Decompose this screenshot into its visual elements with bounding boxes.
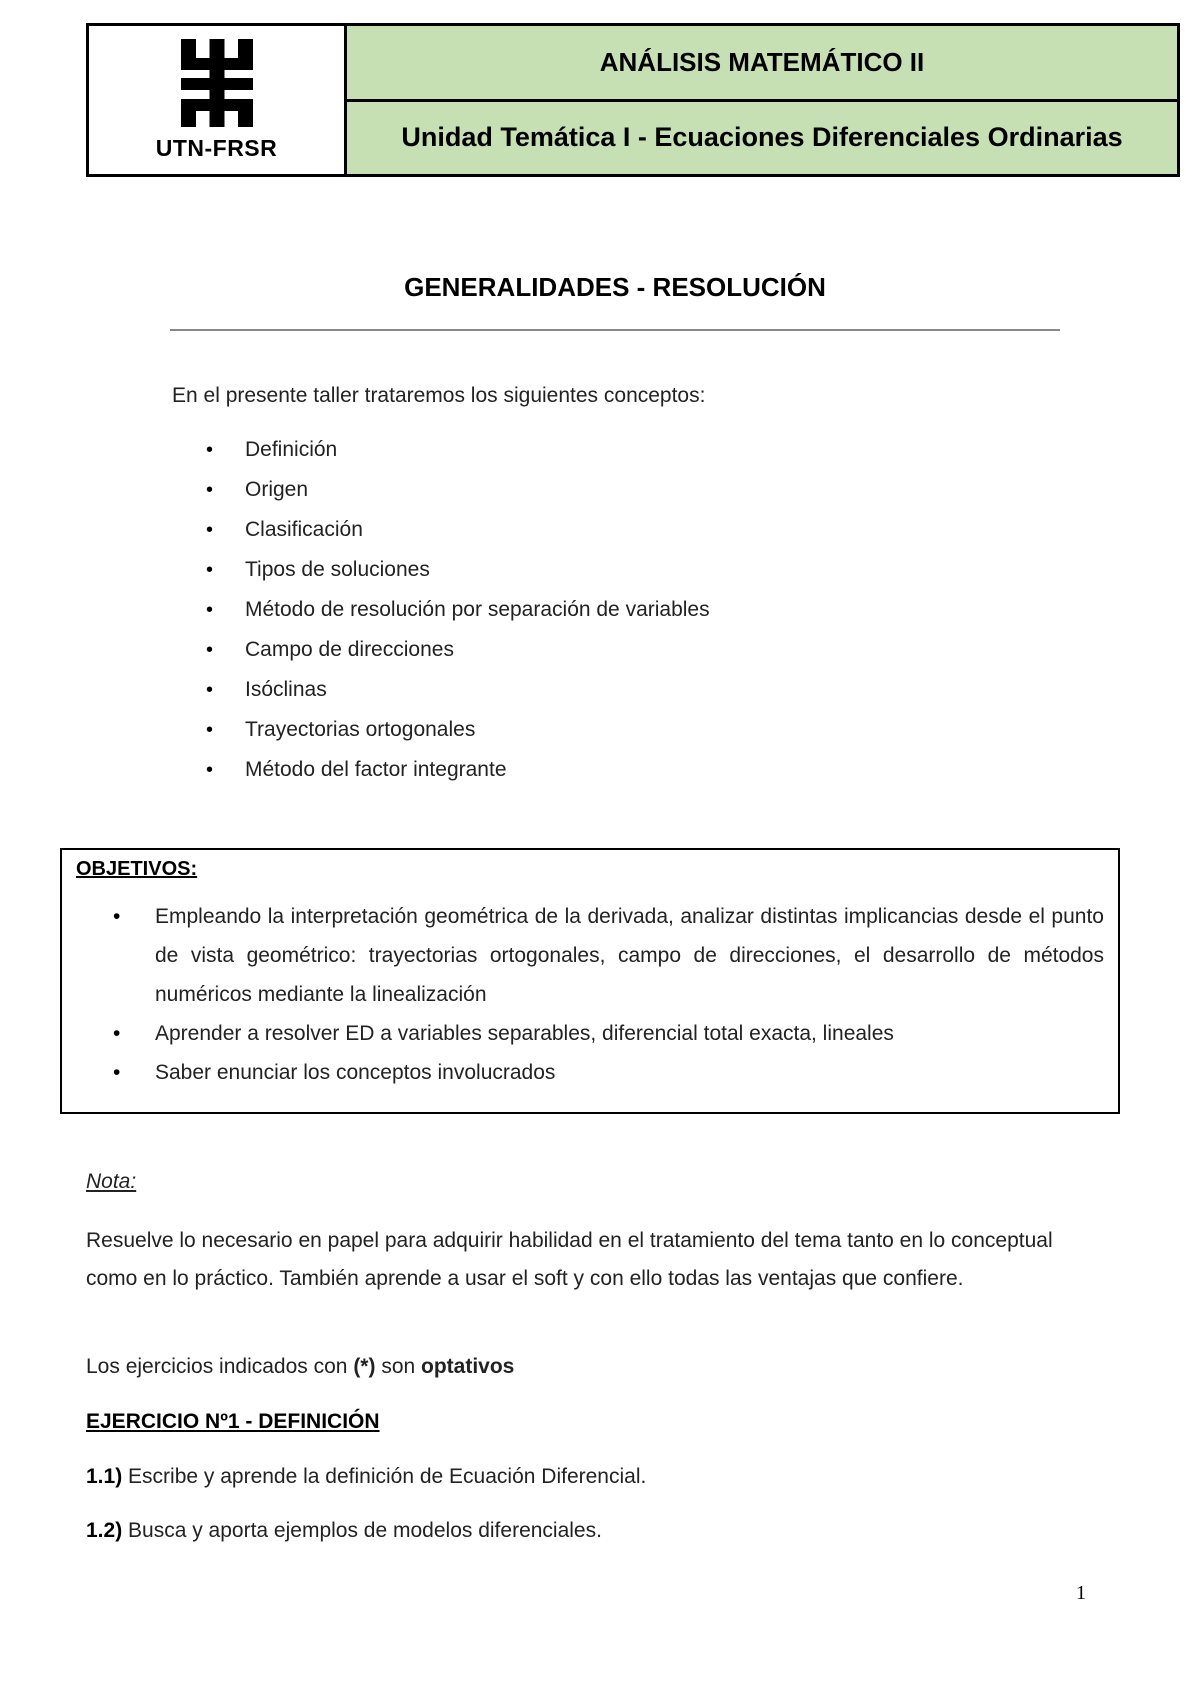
objectives-list: [76, 897, 1104, 1092]
exercise-text: Busca y aporta ejemplos de modelos diferenciales.: [122, 1519, 602, 1542]
unit-title: Unidad Temática I - Ecuaciones Diferenciales Ordinarias: [401, 122, 1123, 153]
exercise-text: Escribe y aprende la definición de Ecuación Diferencial.: [122, 1465, 647, 1488]
list-item: • Empleando la interpretación geométrica de la derivada, analizar distintas implicancias desde el punto de vista geométrico: trayectorias ortogonales, campo de direcciones, el desarrollo de métodos numéricos mediante la linealización: [76, 897, 1104, 1014]
list-item: • Saber enunciar los conceptos involucrados: [76, 1053, 1104, 1092]
exercise-number: 1.1): [86, 1465, 123, 1488]
title-divider: [170, 329, 1060, 331]
document-header: [86, 23, 1180, 177]
exercise-number: 1.2): [86, 1519, 123, 1542]
objectives-box: [60, 848, 1120, 1114]
logo-text: UTN-FRSR: [155, 134, 278, 161]
logo-cell: [89, 26, 347, 174]
list-item: • Método de resolución por separación de variables: [172, 596, 710, 636]
optional-mark: (*): [353, 1355, 376, 1378]
course-title: ANÁLISIS MATEMÁTICO II: [347, 26, 1177, 102]
header-title-cell: [347, 26, 1177, 174]
list-item: • Clasificación: [172, 516, 710, 556]
list-item: • Campo de direcciones: [172, 636, 710, 676]
exercise-item: [86, 1465, 1096, 1489]
list-item: • Trayectorias ortogonales: [172, 716, 710, 756]
exercise-title: EJERCICIO Nº1 - DEFINICIÓN: [86, 1410, 380, 1433]
list-item: • Tipos de soluciones: [172, 556, 710, 596]
exercise-item: [86, 1519, 1096, 1543]
list-item: • Definición: [172, 436, 710, 476]
list-item: • Isóclinas: [172, 676, 710, 716]
document-title: GENERALIDADES - RESOLUCIÓN: [404, 272, 826, 302]
utn-logo-icon: [181, 39, 253, 127]
list-item: • Aprender a resolver ED a variables separables, diferencial total exacta, lineales: [76, 1014, 1104, 1053]
optional-word: optativos: [421, 1355, 515, 1378]
optional-prefix: Los ejercicios indicados con: [86, 1355, 354, 1378]
note-label: Nota:: [86, 1170, 137, 1193]
optional-exercises-note: [86, 1355, 1096, 1379]
intro-text: En el presente taller trataremos los siguientes conceptos:: [172, 384, 706, 407]
page-number: 1: [1076, 1582, 1086, 1604]
list-item: • Origen: [172, 476, 710, 516]
optional-mid: son: [375, 1355, 422, 1378]
concepts-list: [172, 436, 710, 796]
objectives-title: OBJETIVOS:: [76, 858, 198, 880]
note-text: Resuelve lo necesario en papel para adquirir habilidad en el tratamiento del tema tanto en lo conceptual como en lo práctico. También aprende a usar el soft y con ello todas las ventajas que confiere.: [86, 1229, 1053, 1290]
list-item: • Método del factor integrante: [172, 756, 710, 796]
